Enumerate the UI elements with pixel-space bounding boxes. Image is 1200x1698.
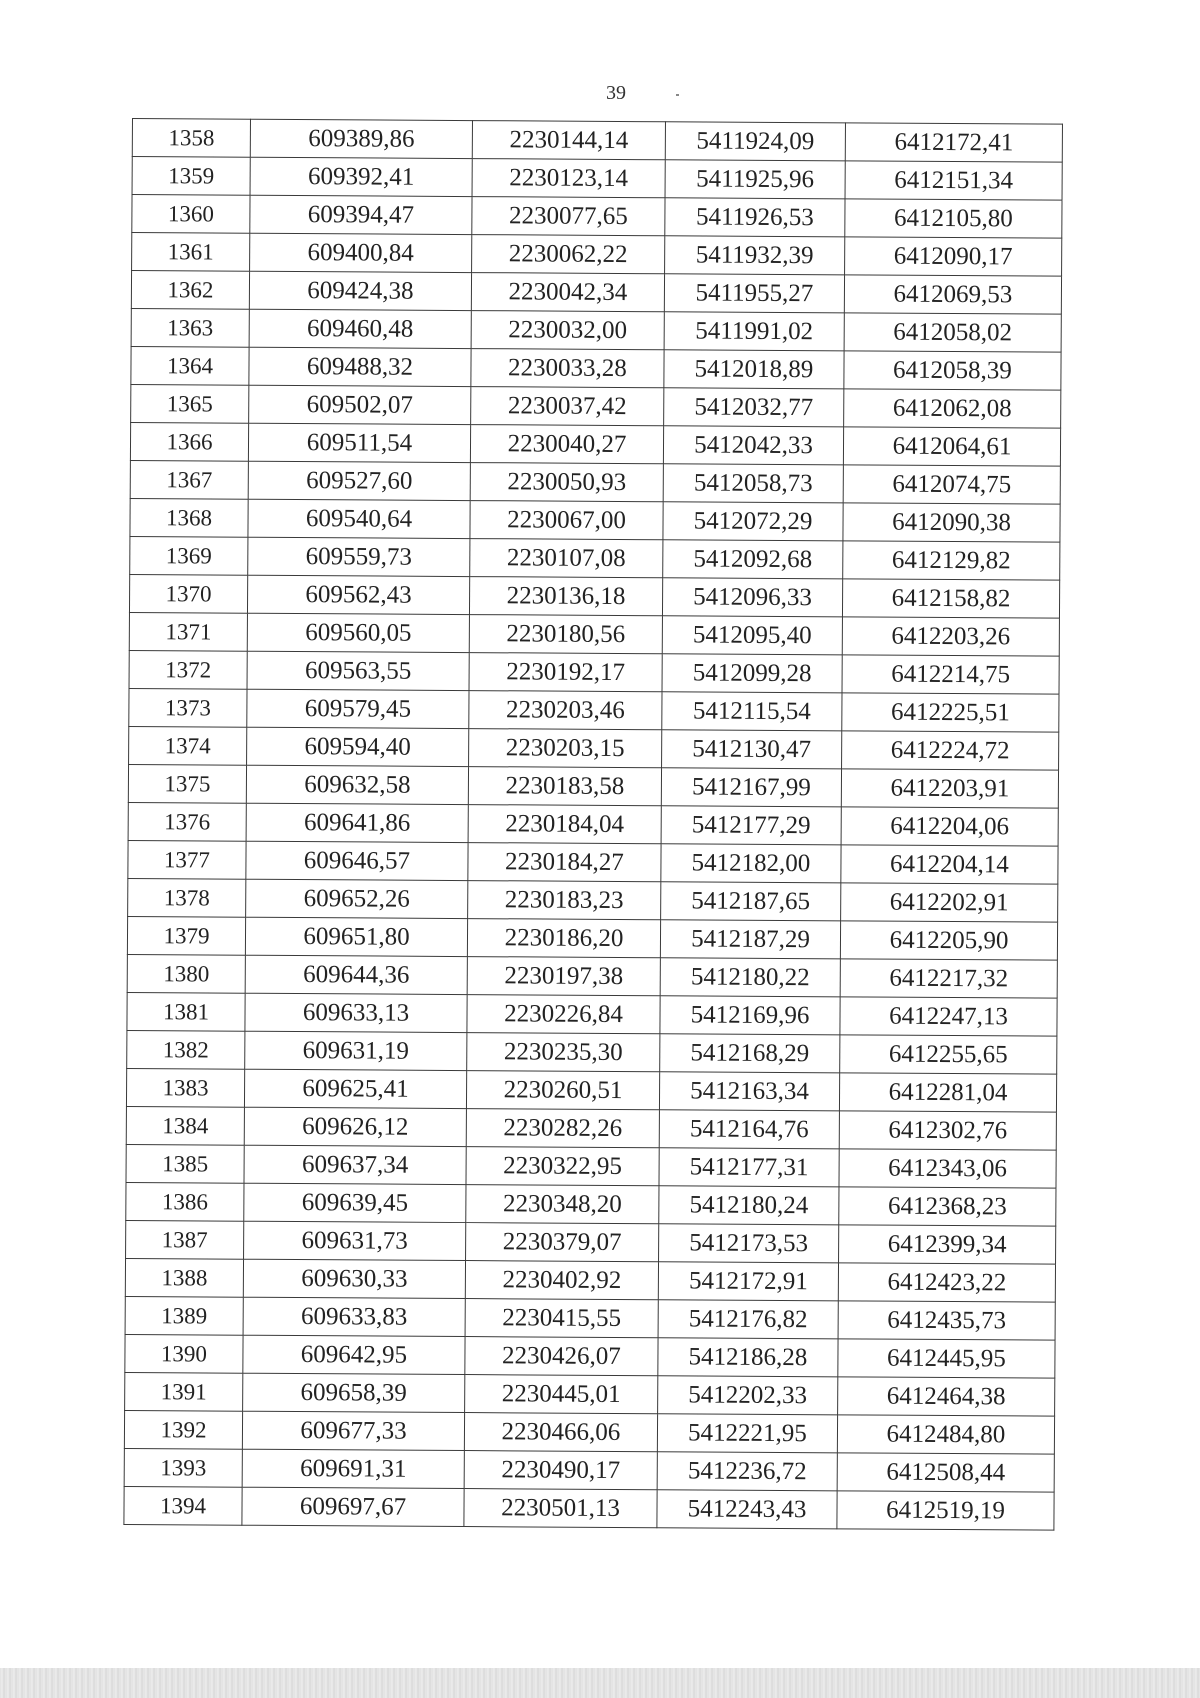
point-number-cell: 1376 <box>128 802 246 841</box>
y-coordinate-cell: 2230186,20 <box>467 919 660 958</box>
table-row <box>131 308 1061 352</box>
table-row <box>130 460 1060 504</box>
y-coordinate-cell: 2230077,65 <box>472 197 665 236</box>
x2-coordinate-cell: 5412163,34 <box>659 1072 839 1111</box>
point-number-cell: 1394 <box>124 1486 242 1525</box>
scan-speck <box>676 94 679 96</box>
table-row <box>126 1220 1056 1264</box>
point-number-cell: 1360 <box>132 195 250 234</box>
x-coordinate-cell: 609392,41 <box>250 157 472 196</box>
table-row <box>127 1030 1057 1074</box>
y2-coordinate-cell: 6412069,53 <box>844 275 1061 314</box>
table-row <box>124 1448 1054 1492</box>
y2-coordinate-cell: 6412255,65 <box>840 1035 1057 1074</box>
y-coordinate-cell: 2230282,26 <box>466 1109 659 1148</box>
table-row <box>131 346 1061 390</box>
table-row <box>129 650 1059 694</box>
y2-coordinate-cell: 6412484,80 <box>837 1415 1054 1454</box>
y2-coordinate-cell: 6412205,90 <box>840 921 1057 960</box>
y-coordinate-cell: 2230501,13 <box>464 1489 657 1528</box>
point-number-cell: 1382 <box>127 1030 245 1069</box>
table-row <box>124 1410 1054 1454</box>
y2-coordinate-cell: 6412204,14 <box>841 845 1058 884</box>
point-number-cell: 1358 <box>132 119 250 158</box>
point-number-cell: 1381 <box>127 992 245 1031</box>
point-number-cell: 1362 <box>131 271 249 310</box>
y2-coordinate-cell: 6412204,06 <box>841 807 1058 846</box>
x-coordinate-cell: 609644,36 <box>245 955 467 994</box>
x-coordinate-cell: 609637,34 <box>244 1145 466 1184</box>
x-coordinate-cell: 609511,54 <box>248 423 470 462</box>
y-coordinate-cell: 2230144,14 <box>472 121 665 160</box>
x-coordinate-cell: 609646,57 <box>246 841 468 880</box>
x-coordinate-cell: 609394,47 <box>250 195 472 234</box>
x-coordinate-cell: 609594,40 <box>247 727 469 766</box>
x-coordinate-cell: 609562,43 <box>247 575 469 614</box>
point-number-cell: 1384 <box>126 1106 244 1145</box>
x-coordinate-cell: 609631,73 <box>244 1221 466 1260</box>
y2-coordinate-cell: 6412435,73 <box>838 1301 1055 1340</box>
x2-coordinate-cell: 5411924,09 <box>665 122 845 161</box>
y-coordinate-cell: 2230192,17 <box>469 653 662 692</box>
x2-coordinate-cell: 5412095,40 <box>662 616 842 655</box>
x2-coordinate-cell: 5412177,29 <box>661 806 841 845</box>
x2-coordinate-cell: 5412187,65 <box>661 882 841 921</box>
table-row <box>129 612 1059 656</box>
x2-coordinate-cell: 5412167,99 <box>661 768 841 807</box>
point-number-cell: 1377 <box>128 840 246 879</box>
x-coordinate-cell: 609488,32 <box>249 347 471 386</box>
x-coordinate-cell: 609560,05 <box>247 613 469 652</box>
point-number-cell: 1371 <box>129 612 247 651</box>
x2-coordinate-cell: 5412099,28 <box>662 654 842 693</box>
y-coordinate-cell: 2230197,38 <box>467 957 660 996</box>
x2-coordinate-cell: 5412243,43 <box>657 1490 837 1529</box>
x-coordinate-cell: 609641,86 <box>246 803 468 842</box>
y2-coordinate-cell: 6412214,75 <box>842 655 1059 694</box>
table-row <box>130 536 1060 580</box>
y2-coordinate-cell: 6412058,39 <box>844 351 1061 390</box>
point-number-cell: 1388 <box>125 1258 243 1297</box>
table-row <box>129 574 1059 618</box>
y2-coordinate-cell: 6412343,06 <box>839 1149 1056 1188</box>
x-coordinate-cell: 609400,84 <box>250 233 472 272</box>
point-number-cell: 1385 <box>126 1144 244 1183</box>
point-number-cell: 1392 <box>124 1410 242 1449</box>
x-coordinate-cell: 609677,33 <box>242 1411 464 1450</box>
y-coordinate-cell: 2230402,92 <box>465 1261 658 1300</box>
x-coordinate-cell: 609658,39 <box>243 1373 465 1412</box>
x2-coordinate-cell: 5412182,00 <box>661 844 841 883</box>
coordinates-table <box>123 118 1063 1531</box>
x2-coordinate-cell: 5412202,33 <box>658 1376 838 1415</box>
y2-coordinate-cell: 6412090,38 <box>843 503 1060 542</box>
table-row <box>128 840 1058 884</box>
table-row <box>132 195 1062 239</box>
x2-coordinate-cell: 5412092,68 <box>663 540 843 579</box>
point-number-cell: 1389 <box>125 1296 243 1335</box>
y-coordinate-cell: 2230490,17 <box>464 1451 657 1490</box>
x-coordinate-cell: 609652,26 <box>246 879 468 918</box>
x-coordinate-cell: 609642,95 <box>243 1335 465 1374</box>
x2-coordinate-cell: 5412186,28 <box>658 1338 838 1377</box>
table-row <box>125 1372 1055 1416</box>
y-coordinate-cell: 2230050,93 <box>470 463 663 502</box>
point-number-cell: 1391 <box>125 1372 243 1411</box>
table-row <box>127 954 1057 998</box>
x2-coordinate-cell: 5412018,89 <box>664 350 844 389</box>
table-row <box>126 1144 1056 1188</box>
y2-coordinate-cell: 6412224,72 <box>842 731 1059 770</box>
y2-coordinate-cell: 6412464,38 <box>838 1377 1055 1416</box>
x2-coordinate-cell: 5412042,33 <box>663 426 843 465</box>
y-coordinate-cell: 2230033,28 <box>471 349 664 388</box>
x-coordinate-cell: 609527,60 <box>248 461 470 500</box>
table-row <box>128 878 1058 922</box>
y2-coordinate-cell: 6412445,95 <box>838 1339 1055 1378</box>
y2-coordinate-cell: 6412508,44 <box>837 1453 1054 1492</box>
y2-coordinate-cell: 6412105,80 <box>845 199 1062 238</box>
x2-coordinate-cell: 5412173,53 <box>659 1224 839 1263</box>
y-coordinate-cell: 2230067,00 <box>470 501 663 540</box>
x2-coordinate-cell: 5411926,53 <box>665 198 845 237</box>
x-coordinate-cell: 609625,41 <box>244 1069 466 1108</box>
point-number-cell: 1370 <box>129 574 247 613</box>
y2-coordinate-cell: 6412158,82 <box>842 579 1059 618</box>
y-coordinate-cell: 2230037,42 <box>471 387 664 426</box>
point-number-cell: 1369 <box>130 536 248 575</box>
x-coordinate-cell: 609559,73 <box>248 537 470 576</box>
y-coordinate-cell: 2230183,58 <box>468 767 661 806</box>
y-coordinate-cell: 2230042,34 <box>471 273 664 312</box>
table-row <box>132 233 1062 277</box>
y-coordinate-cell: 2230348,20 <box>466 1185 659 1224</box>
y-coordinate-cell: 2230183,23 <box>468 881 661 920</box>
table-row <box>127 916 1057 960</box>
x-coordinate-cell: 609630,33 <box>243 1259 465 1298</box>
x-coordinate-cell: 609651,80 <box>245 917 467 956</box>
y2-coordinate-cell: 6412399,34 <box>839 1225 1056 1264</box>
table-row <box>129 688 1059 732</box>
point-number-cell: 1373 <box>129 688 247 727</box>
y-coordinate-cell: 2230203,15 <box>469 729 662 768</box>
x2-coordinate-cell: 5412115,54 <box>662 692 842 731</box>
x-coordinate-cell: 609697,67 <box>242 1487 464 1526</box>
x-coordinate-cell: 609389,86 <box>250 119 472 158</box>
point-number-cell: 1368 <box>130 498 248 537</box>
y2-coordinate-cell: 6412058,02 <box>844 313 1061 352</box>
x-coordinate-cell: 609639,45 <box>244 1183 466 1222</box>
y-coordinate-cell: 2230466,06 <box>464 1413 657 1452</box>
x2-coordinate-cell: 5412176,82 <box>658 1300 838 1339</box>
point-number-cell: 1366 <box>130 422 248 461</box>
x-coordinate-cell: 609632,58 <box>246 765 468 804</box>
x-coordinate-cell: 609502,07 <box>249 385 471 424</box>
table-row <box>125 1334 1055 1378</box>
y2-coordinate-cell: 6412217,32 <box>840 959 1057 998</box>
y-coordinate-cell: 2230203,46 <box>469 691 662 730</box>
x2-coordinate-cell: 5412058,73 <box>663 464 843 503</box>
x-coordinate-cell: 609424,38 <box>249 271 471 310</box>
y2-coordinate-cell: 6412129,82 <box>843 541 1060 580</box>
x2-coordinate-cell: 5411925,96 <box>665 160 845 199</box>
x2-coordinate-cell: 5412096,33 <box>662 578 842 617</box>
table-row <box>126 1068 1056 1112</box>
point-number-cell: 1393 <box>124 1448 242 1487</box>
table-row <box>132 157 1062 201</box>
x-coordinate-cell: 609633,13 <box>245 993 467 1032</box>
point-number-cell: 1378 <box>128 878 246 917</box>
table-row <box>125 1258 1055 1302</box>
y2-coordinate-cell: 6412281,04 <box>839 1073 1056 1112</box>
table-row <box>130 422 1060 466</box>
y2-coordinate-cell: 6412202,91 <box>841 883 1058 922</box>
x2-coordinate-cell: 5412032,77 <box>664 388 844 427</box>
point-number-cell: 1383 <box>126 1068 244 1107</box>
y2-coordinate-cell: 6412519,19 <box>837 1491 1054 1530</box>
x-coordinate-cell: 609540,64 <box>248 499 470 538</box>
table-row <box>125 1296 1055 1340</box>
x2-coordinate-cell: 5411955,27 <box>664 274 844 313</box>
y-coordinate-cell: 2230235,30 <box>467 1033 660 1072</box>
x-coordinate-cell: 609626,12 <box>244 1107 466 1146</box>
x2-coordinate-cell: 5412072,29 <box>663 502 843 541</box>
x-coordinate-cell: 609691,31 <box>242 1449 464 1488</box>
x-coordinate-cell: 609563,55 <box>247 651 469 690</box>
y-coordinate-cell: 2230180,56 <box>469 615 662 654</box>
y-coordinate-cell: 2230107,08 <box>470 539 663 578</box>
y2-coordinate-cell: 6412368,23 <box>839 1187 1056 1226</box>
y2-coordinate-cell: 6412225,51 <box>842 693 1059 732</box>
y-coordinate-cell: 2230040,27 <box>470 425 663 464</box>
y2-coordinate-cell: 6412247,13 <box>840 997 1057 1036</box>
x2-coordinate-cell: 5412180,24 <box>659 1186 839 1225</box>
table-row <box>127 992 1057 1036</box>
point-number-cell: 1375 <box>128 764 246 803</box>
x2-coordinate-cell: 5412236,72 <box>657 1452 837 1491</box>
coordinates-table-wrapper <box>123 118 1062 1531</box>
point-number-cell: 1372 <box>129 650 247 689</box>
y-coordinate-cell: 2230032,00 <box>471 311 664 350</box>
y-coordinate-cell: 2230322,95 <box>466 1147 659 1186</box>
table-row <box>132 119 1062 163</box>
page-number: 39 <box>606 82 626 104</box>
y2-coordinate-cell: 6412172,41 <box>845 123 1062 162</box>
point-number-cell: 1386 <box>126 1182 244 1221</box>
point-number-cell: 1387 <box>126 1220 244 1259</box>
y2-coordinate-cell: 6412062,08 <box>844 389 1061 428</box>
y-coordinate-cell: 2230379,07 <box>466 1223 659 1262</box>
point-number-cell: 1390 <box>125 1334 243 1373</box>
x2-coordinate-cell: 5411991,02 <box>664 312 844 351</box>
point-number-cell: 1359 <box>132 157 250 196</box>
y-coordinate-cell: 2230226,84 <box>467 995 660 1034</box>
y2-coordinate-cell: 6412203,26 <box>842 617 1059 656</box>
point-number-cell: 1361 <box>132 233 250 272</box>
y-coordinate-cell: 2230415,55 <box>465 1299 658 1338</box>
scan-edge-artifact <box>0 1668 1200 1698</box>
x2-coordinate-cell: 5411932,39 <box>665 236 845 275</box>
table-row <box>131 271 1061 315</box>
y-coordinate-cell: 2230184,04 <box>468 805 661 844</box>
x2-coordinate-cell: 5412180,22 <box>660 958 840 997</box>
x-coordinate-cell: 609631,19 <box>245 1031 467 1070</box>
point-number-cell: 1374 <box>129 726 247 765</box>
x2-coordinate-cell: 5412164,76 <box>659 1110 839 1149</box>
table-row <box>126 1182 1056 1226</box>
x-coordinate-cell: 609460,48 <box>249 309 471 348</box>
x2-coordinate-cell: 5412169,96 <box>660 996 840 1035</box>
coordinates-table-body <box>124 119 1063 1531</box>
table-row <box>128 764 1058 808</box>
x2-coordinate-cell: 5412221,95 <box>657 1414 837 1453</box>
table-row <box>129 726 1059 770</box>
y-coordinate-cell: 2230136,18 <box>469 577 662 616</box>
x-coordinate-cell: 609579,45 <box>247 689 469 728</box>
point-number-cell: 1363 <box>131 308 249 347</box>
y-coordinate-cell: 2230062,22 <box>472 235 665 274</box>
table-row <box>124 1486 1054 1530</box>
x2-coordinate-cell: 5412172,91 <box>658 1262 838 1301</box>
point-number-cell: 1365 <box>131 384 249 423</box>
y2-coordinate-cell: 6412423,22 <box>838 1263 1055 1302</box>
x2-coordinate-cell: 5412177,31 <box>659 1148 839 1187</box>
y2-coordinate-cell: 6412074,75 <box>843 465 1060 504</box>
y-coordinate-cell: 2230445,01 <box>465 1375 658 1414</box>
x2-coordinate-cell: 5412168,29 <box>660 1034 840 1073</box>
x2-coordinate-cell: 5412187,29 <box>660 920 840 959</box>
y2-coordinate-cell: 6412151,34 <box>845 161 1062 200</box>
x-coordinate-cell: 609633,83 <box>243 1297 465 1336</box>
table-row <box>130 498 1060 542</box>
table-row <box>126 1106 1056 1150</box>
table-row <box>131 384 1061 428</box>
point-number-cell: 1364 <box>131 346 249 385</box>
y-coordinate-cell: 2230260,51 <box>466 1071 659 1110</box>
point-number-cell: 1380 <box>127 954 245 993</box>
y2-coordinate-cell: 6412090,17 <box>845 237 1062 276</box>
x2-coordinate-cell: 5412130,47 <box>662 730 842 769</box>
y-coordinate-cell: 2230426,07 <box>465 1337 658 1376</box>
point-number-cell: 1367 <box>130 460 248 499</box>
point-number-cell: 1379 <box>127 916 245 955</box>
table-row <box>128 802 1058 846</box>
y2-coordinate-cell: 6412064,61 <box>843 427 1060 466</box>
y-coordinate-cell: 2230123,14 <box>472 159 665 198</box>
y2-coordinate-cell: 6412302,76 <box>839 1111 1056 1150</box>
y-coordinate-cell: 2230184,27 <box>468 843 661 882</box>
y2-coordinate-cell: 6412203,91 <box>841 769 1058 808</box>
